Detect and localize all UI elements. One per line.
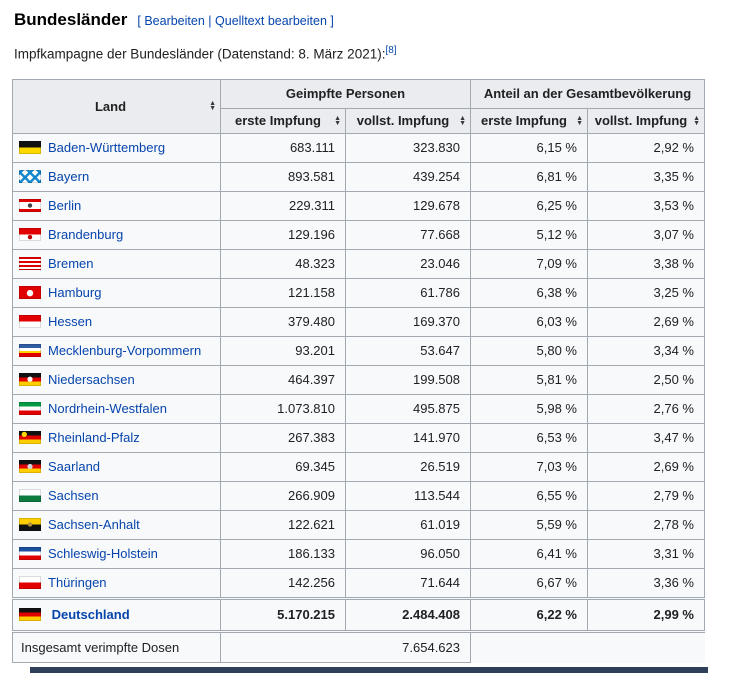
vollst-impfung-cell: 71.644	[346, 568, 471, 598]
doses-value: 7.654.623	[221, 631, 471, 662]
group-header-anteil	[471, 79, 705, 108]
vollst-impfung-cell: 141.970	[346, 423, 471, 452]
next-section-bar	[30, 667, 708, 673]
vollst-impfung-anteil-cell: 2,79 %	[588, 481, 705, 510]
land-cell	[13, 365, 221, 394]
group-header-anteil-label: Anteil an der Gesamtbevölkerung	[483, 86, 692, 101]
erste-impfung-anteil-cell: 6,55 %	[471, 481, 588, 510]
vollst-impfung-cell: 113.544	[346, 481, 471, 510]
table-row	[13, 423, 705, 452]
vollst-impfung-anteil-cell: 3,34 %	[588, 336, 705, 365]
doses-row	[13, 631, 705, 662]
table-body	[13, 133, 705, 598]
erste-impfung-cell: 1.073.810	[221, 394, 346, 423]
land-link[interactable]: Sachsen	[48, 488, 99, 503]
column-header-erste-impfung[interactable]	[221, 108, 346, 133]
land-cell	[13, 394, 221, 423]
flag-rheinland-pfalz-icon	[19, 431, 41, 444]
vollst-impfung-anteil-cell: 2,78 %	[588, 510, 705, 539]
land-cell	[13, 539, 221, 568]
table-row	[13, 394, 705, 423]
land-link[interactable]: Baden-Württemberg	[48, 140, 166, 155]
erste-impfung-cell: 893.581	[221, 162, 346, 191]
erste-impfung-anteil-cell: 7,09 %	[471, 249, 588, 278]
vollst-impfung-anteil-cell: 3,25 %	[588, 278, 705, 307]
sort-icon: ▲ ▼	[209, 100, 216, 112]
table-row	[13, 336, 705, 365]
land-cell	[13, 249, 221, 278]
land-link[interactable]: Rheinland-Pfalz	[48, 430, 140, 445]
vollst-impfung-anteil-cell: 3,36 %	[588, 568, 705, 598]
land-cell	[13, 481, 221, 510]
erste-impfung-cell: 229.311	[221, 191, 346, 220]
erste-impfung-cell: 48.323	[221, 249, 346, 278]
land-link[interactable]: Bayern	[48, 169, 90, 184]
vollst-impfung-cell: 439.254	[346, 162, 471, 191]
table-row	[13, 365, 705, 394]
erste-impfung-anteil-cell: 5,98 %	[471, 394, 588, 423]
flag-bayern-icon	[19, 170, 41, 183]
erste-impfung-anteil-cell: 6,67 %	[471, 568, 588, 598]
land-link[interactable]: Nordrhein-Westfalen	[48, 401, 167, 416]
erste-impfung-anteil-cell: 6,81 %	[471, 162, 588, 191]
vollst-impfung-cell: 495.875	[346, 394, 471, 423]
vollst-impfung-cell: 61.019	[346, 510, 471, 539]
erste-impfung-anteil-cell: 5,80 %	[471, 336, 588, 365]
land-cell	[13, 307, 221, 336]
table-row	[13, 220, 705, 249]
column-header-land-label: Land	[94, 98, 127, 114]
page-title: Bundesländer	[14, 10, 128, 29]
reference-link[interactable]: [8]	[385, 45, 397, 56]
column-header-erste-impfung-anteil[interactable]	[471, 108, 588, 133]
doses-label: Insgesamt verimpfte Dosen	[13, 631, 221, 662]
sort-icon: ▲ ▼	[693, 114, 700, 127]
land-link[interactable]: Saarland	[48, 459, 101, 474]
table-row	[13, 307, 705, 336]
land-cell	[13, 452, 221, 481]
vollst-impfung-cell: 199.508	[346, 365, 471, 394]
vollst-impfung-anteil-cell: 2,76 %	[588, 394, 705, 423]
flag-hamburg-icon	[19, 286, 41, 299]
vollst-impfung-anteil-cell: 3,38 %	[588, 249, 705, 278]
land-cell	[13, 423, 221, 452]
land-link[interactable]: Niedersachsen	[48, 372, 135, 387]
table-row	[13, 133, 705, 162]
vollst-impfung-anteil-cell: 3,31 %	[588, 539, 705, 568]
erste-impfung-cell: 142.256	[221, 568, 346, 598]
erste-impfung-cell: 683.111	[221, 133, 346, 162]
erste-impfung-cell: 129.196	[221, 220, 346, 249]
separator-pipe: |	[208, 14, 212, 28]
erste-impfung-cell: 186.133	[221, 539, 346, 568]
land-link[interactable]: Sachsen-Anhalt	[48, 517, 140, 532]
land-cell	[13, 568, 221, 598]
column-header-vollst-impfung-anteil[interactable]	[588, 108, 705, 133]
column-header-label: erste Impfung	[481, 113, 567, 128]
vollst-impfung-anteil-cell: 2,92 %	[588, 133, 705, 162]
land-cell	[13, 191, 221, 220]
land-link[interactable]: Berlin	[48, 198, 82, 213]
table-row	[13, 510, 705, 539]
table-row	[13, 481, 705, 510]
erste-impfung-cell: 267.383	[221, 423, 346, 452]
erste-impfung-cell: 93.201	[221, 336, 346, 365]
land-cell	[13, 162, 221, 191]
total-vollst-impfung-anteil: 2,99 %	[588, 598, 705, 631]
table-row	[13, 568, 705, 598]
vollst-impfung-anteil-cell: 3,35 %	[588, 162, 705, 191]
group-header-geimpfte-label: Geimpfte Personen	[285, 86, 406, 101]
land-link[interactable]: Brandenburg	[48, 227, 124, 242]
intro-paragraph	[14, 45, 737, 62]
land-cell	[13, 336, 221, 365]
empty-cell	[471, 631, 705, 662]
table-row	[13, 249, 705, 278]
total-row	[13, 598, 705, 631]
land-link[interactable]: Thüringen	[48, 575, 107, 590]
vollst-impfung-anteil-cell: 2,50 %	[588, 365, 705, 394]
vollst-impfung-anteil-cell: 3,53 %	[588, 191, 705, 220]
land-link[interactable]: Hessen	[48, 314, 93, 329]
erste-impfung-cell: 122.621	[221, 510, 346, 539]
column-header-vollst-impfung[interactable]	[346, 108, 471, 133]
flag-nordrhein-westfalen-icon	[19, 402, 41, 415]
table-row	[13, 278, 705, 307]
vollst-impfung-anteil-cell: 3,47 %	[588, 423, 705, 452]
vollst-impfung-cell: 77.668	[346, 220, 471, 249]
column-header-label: erste Impfung	[235, 113, 321, 128]
vollst-impfung-cell: 323.830	[346, 133, 471, 162]
group-header-geimpfte	[221, 79, 471, 108]
table-row	[13, 539, 705, 568]
vollst-impfung-cell: 129.678	[346, 191, 471, 220]
erste-impfung-cell: 69.345	[221, 452, 346, 481]
flag-sachsen-icon	[19, 489, 41, 502]
flag-schleswig-holstein-icon	[19, 547, 41, 560]
land-link-deutschland[interactable]: Deutschland	[51, 607, 130, 622]
erste-impfung-anteil-cell: 5,59 %	[471, 510, 588, 539]
land-link[interactable]: Bremen	[48, 256, 94, 271]
flag-brandenburg-icon	[19, 228, 41, 241]
vollst-impfung-cell: 169.370	[346, 307, 471, 336]
total-vollst-impfung: 2.484.408	[346, 598, 471, 631]
column-header-label: vollst. Impfung	[356, 113, 450, 128]
land-link[interactable]: Mecklenburg-Vorpommern	[48, 343, 202, 358]
erste-impfung-cell: 464.397	[221, 365, 346, 394]
bracket-open: [	[137, 14, 141, 28]
total-erste-impfung-anteil: 6,22 %	[471, 598, 588, 631]
erste-impfung-anteil-cell: 7,03 %	[471, 452, 588, 481]
land-cell	[13, 510, 221, 539]
vollst-impfung-anteil-cell: 2,69 %	[588, 307, 705, 336]
land-cell	[13, 133, 221, 162]
section-heading	[14, 10, 737, 30]
flag-baden-wuerttemberg-icon	[19, 141, 41, 154]
table-row	[13, 452, 705, 481]
erste-impfung-cell: 266.909	[221, 481, 346, 510]
sort-icon: ▲ ▼	[334, 114, 341, 127]
flag-saarland-icon	[19, 460, 41, 473]
column-header-land[interactable]	[13, 79, 221, 133]
land-link[interactable]: Schleswig-Holstein	[48, 546, 158, 561]
vollst-impfung-cell: 26.519	[346, 452, 471, 481]
vollst-impfung-cell: 23.046	[346, 249, 471, 278]
column-header-label: vollst. Impfung	[594, 113, 688, 128]
intro-text: Impfkampagne der Bundesländer (Datenstand: 8. März 2021):	[14, 46, 386, 62]
vaccination-table	[12, 79, 705, 663]
sort-icon: ▲ ▼	[459, 114, 466, 127]
table-row	[13, 191, 705, 220]
flag-hessen-icon	[19, 315, 41, 328]
vollst-impfung-cell: 61.786	[346, 278, 471, 307]
erste-impfung-anteil-cell: 5,81 %	[471, 365, 588, 394]
land-cell	[13, 220, 221, 249]
flag-mecklenburg-vorpommern-icon	[19, 344, 41, 357]
vollst-impfung-anteil-cell: 3,07 %	[588, 220, 705, 249]
erste-impfung-cell: 121.158	[221, 278, 346, 307]
flag-deutschland-icon	[19, 608, 41, 621]
flag-thueringen-icon	[19, 576, 41, 589]
land-cell	[13, 278, 221, 307]
flag-berlin-icon	[19, 199, 41, 212]
edit-source-link[interactable]: Quelltext bearbeiten	[215, 14, 327, 28]
total-erste-impfung: 5.170.215	[221, 598, 346, 631]
erste-impfung-anteil-cell: 5,12 %	[471, 220, 588, 249]
erste-impfung-anteil-cell: 6,15 %	[471, 133, 588, 162]
flag-niedersachsen-icon	[19, 373, 41, 386]
flag-bremen-icon	[19, 257, 41, 270]
edit-link[interactable]: Bearbeiten	[144, 14, 205, 28]
erste-impfung-anteil-cell: 6,38 %	[471, 278, 588, 307]
erste-impfung-anteil-cell: 6,53 %	[471, 423, 588, 452]
vollst-impfung-cell: 53.647	[346, 336, 471, 365]
flag-sachsen-anhalt-icon	[19, 518, 41, 531]
reference-sup	[385, 45, 396, 56]
erste-impfung-cell: 379.480	[221, 307, 346, 336]
vollst-impfung-cell: 96.050	[346, 539, 471, 568]
bracket-close: ]	[330, 14, 334, 28]
erste-impfung-anteil-cell: 6,03 %	[471, 307, 588, 336]
erste-impfung-anteil-cell: 6,25 %	[471, 191, 588, 220]
sort-icon: ▲ ▼	[576, 114, 583, 127]
vollst-impfung-anteil-cell: 2,69 %	[588, 452, 705, 481]
edit-section	[137, 14, 334, 28]
erste-impfung-anteil-cell: 6,41 %	[471, 539, 588, 568]
table-row	[13, 162, 705, 191]
land-link[interactable]: Hamburg	[48, 285, 102, 300]
